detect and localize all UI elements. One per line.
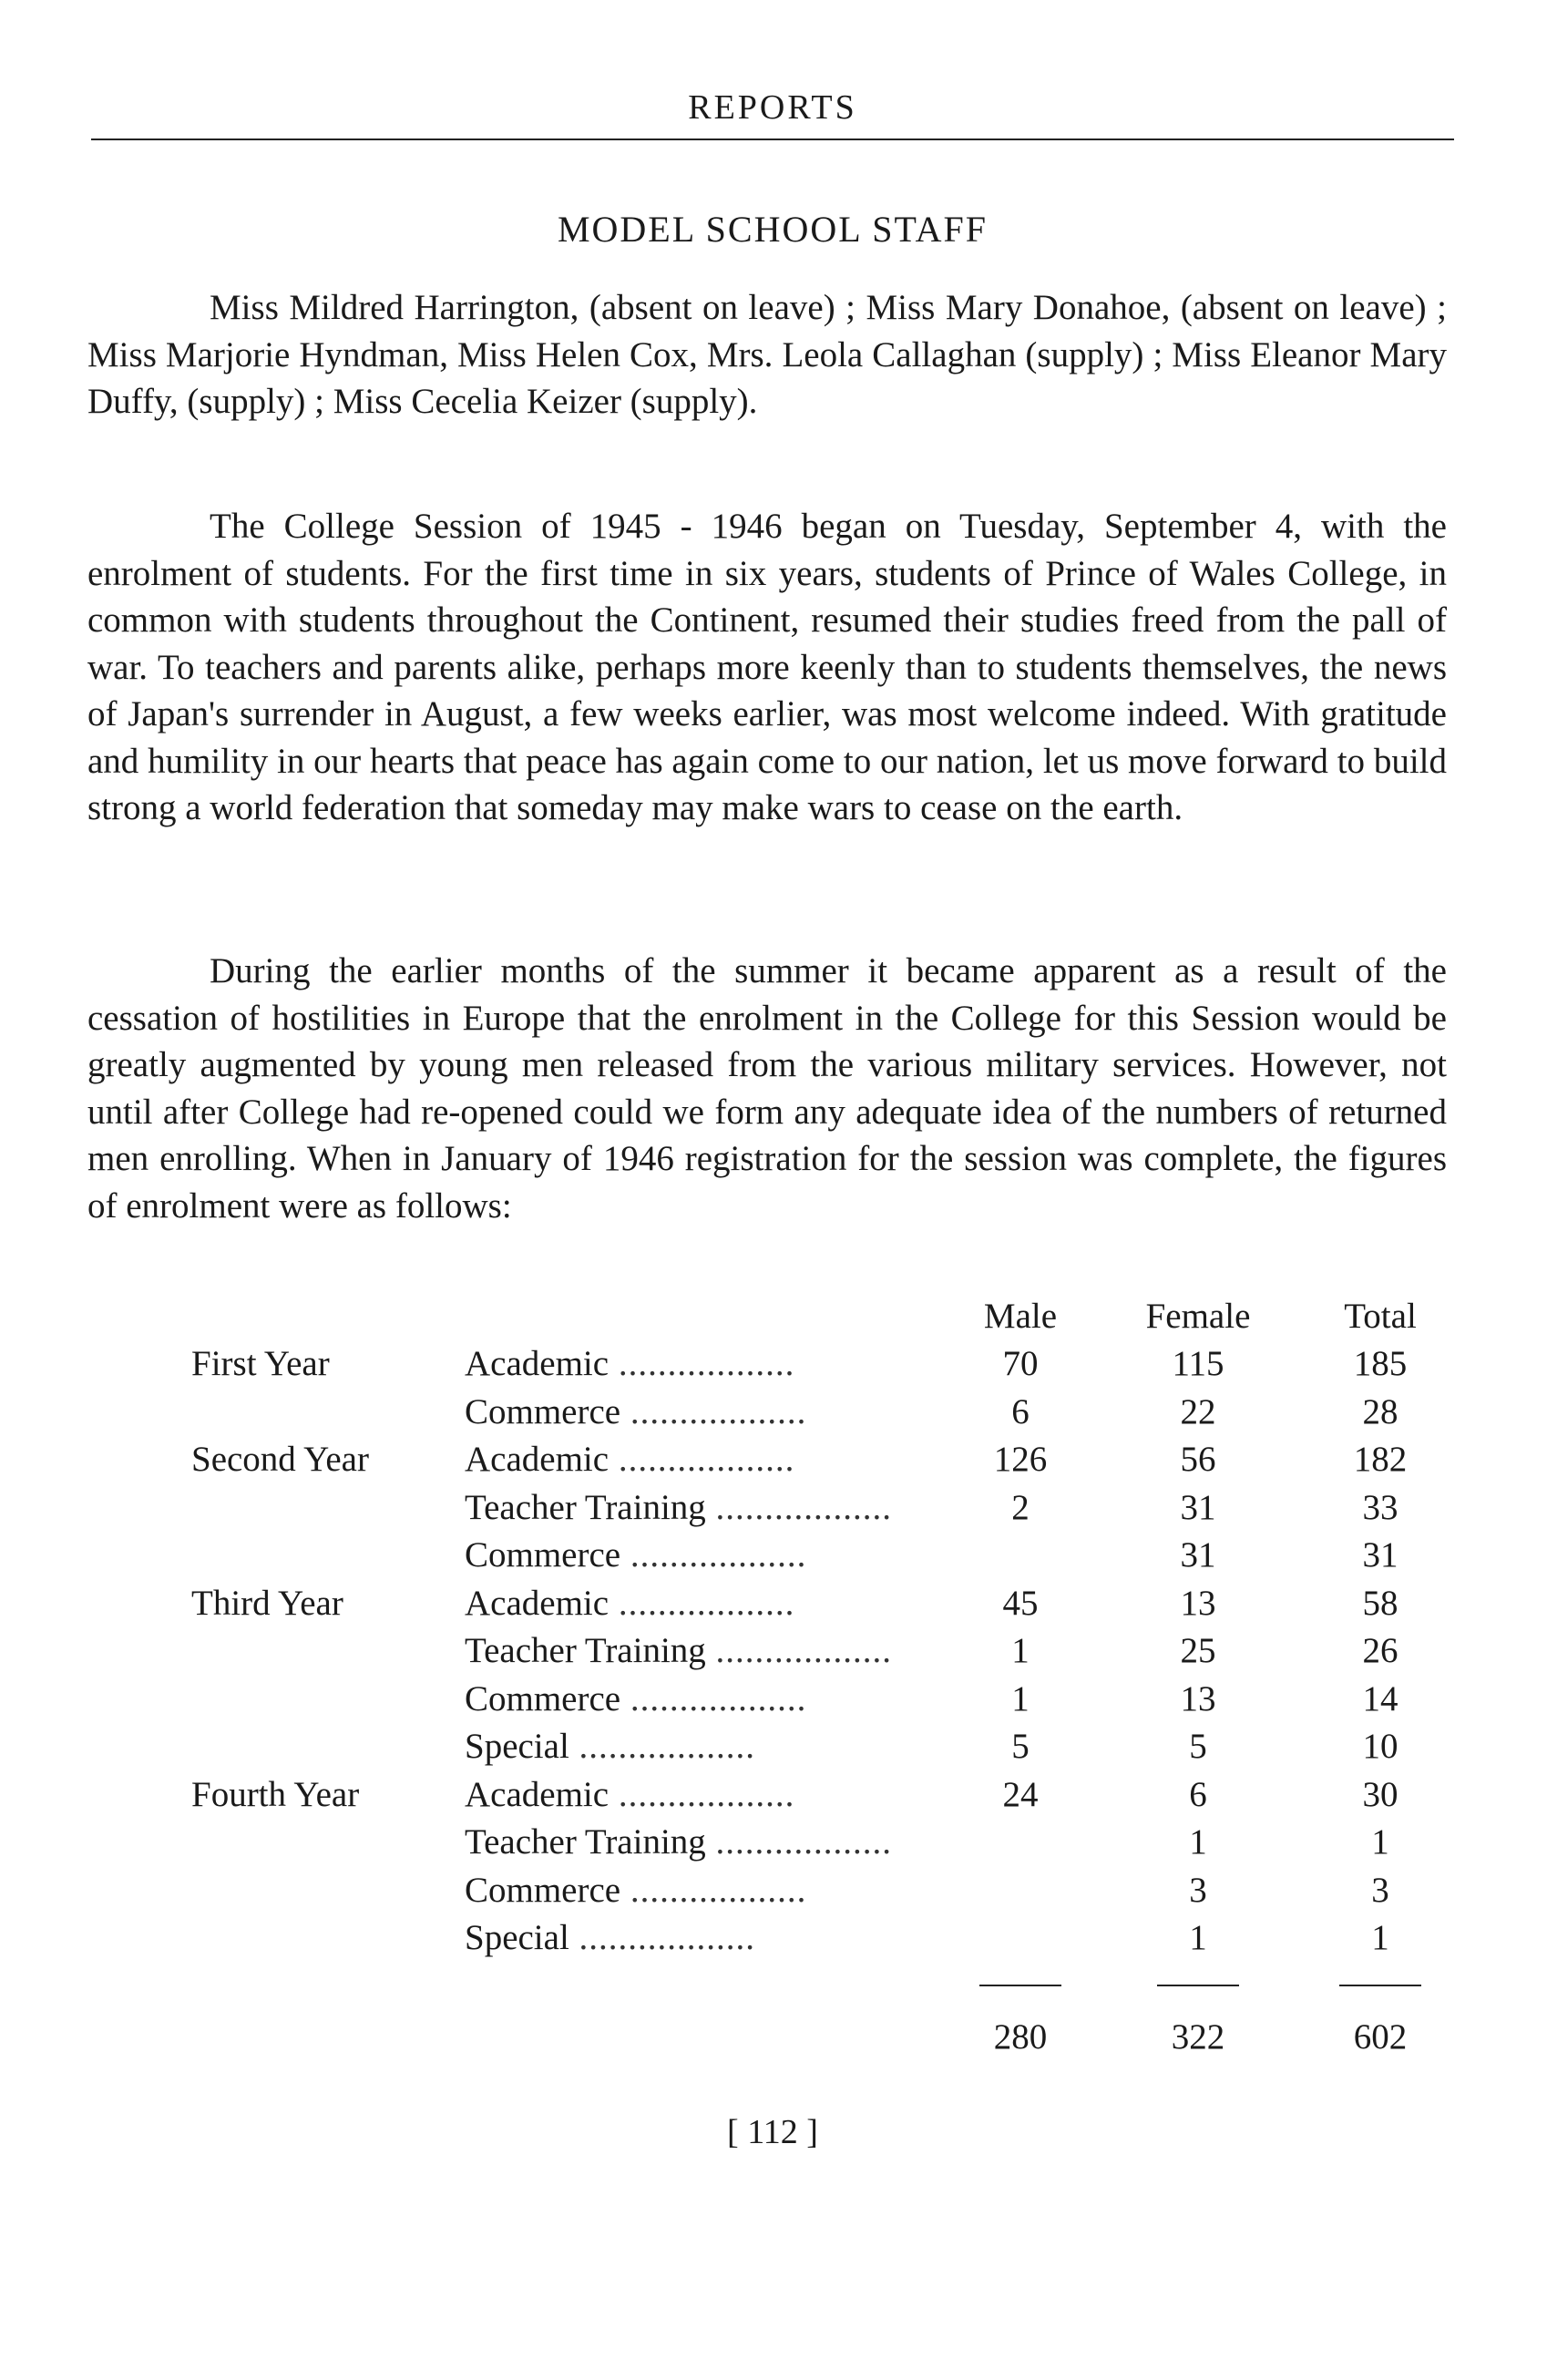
- female-cell: 5: [1189, 1727, 1207, 1767]
- male-cell: [938, 1532, 1102, 1580]
- program-label: Special: [465, 1727, 569, 1767]
- table-row: [191, 1914, 1467, 1963]
- enrolment-paragraph: During the earlier months of the summer it became apparent as a result of the cessation of hostilities in Europe that the enrolment in the College for this Session would be greatly augmented by young men released from the various military services. However, not until after College had re-opened could we form any adequate idea of the numbers of returned men enrolling. When in January of 1946 registration for the session was complete, the figures of enrolment were as follows:: [87, 951, 1447, 1226]
- program-label: Academic: [465, 1583, 610, 1623]
- female-cell: 25: [1180, 1631, 1216, 1671]
- program-header: [465, 1292, 938, 1340]
- program-label: Commerce: [465, 1870, 621, 1910]
- dot-leader: ..................: [609, 1344, 795, 1384]
- running-header: REPORTS: [688, 88, 857, 127]
- female-cell: 31: [1180, 1535, 1216, 1575]
- year-cell: Second Year: [191, 1440, 369, 1480]
- enrolment-table-body: [191, 1340, 1467, 1963]
- program-label: Commerce: [465, 1678, 621, 1718]
- program-cell: [465, 1675, 938, 1723]
- sum-rule-total: [1339, 1985, 1421, 1986]
- female-cell: 31: [1180, 1487, 1216, 1527]
- female-cell: 1: [1189, 1822, 1207, 1862]
- program-cell: [465, 1723, 938, 1771]
- dot-leader: ..................: [569, 1727, 756, 1767]
- table-row: [191, 1819, 1467, 1867]
- table-row: [191, 1723, 1467, 1771]
- section-title: MODEL SCHOOL STAFF: [557, 209, 989, 250]
- program-cell: [465, 1388, 938, 1436]
- total-cell: 26: [1362, 1631, 1398, 1671]
- dot-leader: ..................: [620, 1391, 807, 1431]
- table-row: [191, 1532, 1467, 1580]
- female-cell: 1: [1189, 1918, 1207, 1958]
- year-cell: [191, 1866, 465, 1914]
- program-cell: [465, 1436, 938, 1484]
- header-rule: [91, 138, 1454, 140]
- table-row: [191, 1627, 1467, 1676]
- dot-leader: ..................: [705, 1487, 893, 1527]
- table-row: [191, 1866, 1467, 1914]
- male-cell: 1: [1011, 1678, 1030, 1718]
- dot-leader: ..................: [609, 1774, 795, 1814]
- dot-leader: ..................: [705, 1631, 893, 1671]
- total-female: 322: [1171, 2017, 1225, 2057]
- total-cell: 58: [1362, 1583, 1398, 1623]
- female-cell: 6: [1189, 1774, 1207, 1814]
- program-cell: [465, 1483, 938, 1532]
- year-cell: [191, 1388, 465, 1436]
- total-cell: 30: [1362, 1774, 1398, 1814]
- year-cell: First Year: [191, 1344, 330, 1384]
- male-header: Male: [983, 1296, 1058, 1336]
- table-row: [191, 1675, 1467, 1723]
- table-row: [191, 1579, 1467, 1627]
- male-cell: 6: [1011, 1391, 1030, 1431]
- total-cell: 31: [1362, 1535, 1398, 1575]
- total-cell: 33: [1362, 1487, 1398, 1527]
- totals-row: [191, 2010, 1467, 2058]
- program-cell: [465, 1866, 938, 1914]
- program-label: Special: [465, 1918, 569, 1958]
- program-cell: [465, 1340, 938, 1389]
- male-cell: 45: [1002, 1583, 1039, 1623]
- male-cell: 70: [1002, 1344, 1039, 1384]
- program-cell: [465, 1532, 938, 1580]
- female-cell: 13: [1180, 1678, 1216, 1718]
- total-male: 280: [993, 2017, 1048, 2057]
- enrolment-table: [191, 1292, 1467, 2057]
- female-header: Female: [1145, 1296, 1251, 1336]
- total-cell: 3: [1371, 1870, 1389, 1910]
- total-cell: 28: [1362, 1391, 1398, 1431]
- male-cell: [938, 1866, 1102, 1914]
- dot-leader: ..................: [609, 1583, 795, 1623]
- total-cell: 14: [1362, 1678, 1398, 1718]
- program-cell: [465, 1770, 938, 1819]
- total-header: Total: [1344, 1296, 1417, 1336]
- program-label: Teacher Training: [465, 1822, 706, 1862]
- table-row: [191, 1340, 1467, 1389]
- program-cell: [465, 1627, 938, 1676]
- total-cell: 1: [1371, 1918, 1389, 1958]
- male-cell: 24: [1002, 1774, 1039, 1814]
- female-cell: 56: [1180, 1440, 1216, 1480]
- session-paragraph: The College Session of 1945 - 1946 began on Tuesday, September 4, with the enrolment of students. For the first time in six years, students of Prince of Wales College, in common with students throughout the Continent, resumed their studies freed from the pall of war. To teachers and parents alike, perhaps more keenly than to students themselves, the news of Japan's surrender in August, a few weeks earlier, was most welcome indeed. With gratitude and humility in our hearts that peace has again come to our nation, let us move forward to build strong a world federation that someday may make wars to cease on the earth.: [87, 507, 1447, 827]
- female-cell: 13: [1180, 1583, 1216, 1623]
- dot-leader: ..................: [705, 1822, 893, 1862]
- program-cell: [465, 1819, 938, 1867]
- year-cell: [191, 1914, 465, 1963]
- female-cell: 3: [1189, 1870, 1207, 1910]
- female-cell: 115: [1172, 1344, 1224, 1384]
- year-header: [191, 1292, 465, 1340]
- page-number: [ 112 ]: [727, 2113, 818, 2151]
- male-cell: 126: [993, 1440, 1048, 1480]
- dot-leader: ..................: [620, 1535, 807, 1575]
- dot-leader: ..................: [620, 1870, 807, 1910]
- table-row: [191, 1483, 1467, 1532]
- table-row: [191, 1770, 1467, 1819]
- male-cell: [938, 1914, 1102, 1963]
- dot-leader: ..................: [609, 1440, 795, 1480]
- dot-leader: ..................: [569, 1918, 756, 1958]
- staff-paragraph: Miss Mildred Harrington, (absent on leave) ; Miss Mary Donahoe, (absent on leave) ; Miss Marjorie Hyndman, Miss Helen Cox, Mrs. Leola Callaghan (supply) ; Miss Eleanor Mary Duffy, (supply) ; Miss Cecelia Keizer (supply).: [87, 288, 1447, 421]
- year-cell: [191, 1723, 465, 1771]
- male-cell: 5: [1011, 1727, 1030, 1767]
- total-cell: 10: [1362, 1727, 1398, 1767]
- table-row: [191, 1388, 1467, 1436]
- year-cell: Fourth Year: [191, 1774, 360, 1814]
- male-cell: 1: [1011, 1631, 1030, 1671]
- year-cell: [191, 1819, 465, 1867]
- year-cell: [191, 1675, 465, 1723]
- year-cell: Third Year: [191, 1583, 343, 1623]
- total-cell: 182: [1353, 1440, 1408, 1480]
- total-cell: 1: [1371, 1822, 1389, 1862]
- table-header-row: [191, 1292, 1467, 1340]
- sum-rule-female: [1157, 1985, 1239, 1986]
- sum-rule-male: [979, 1985, 1061, 1986]
- program-label: Commerce: [465, 1535, 621, 1575]
- sum-rule-row: [191, 1962, 1467, 2010]
- year-cell: [191, 1532, 465, 1580]
- program-label: Academic: [465, 1440, 610, 1480]
- program-label: Teacher Training: [465, 1631, 706, 1671]
- total-all: 602: [1353, 2017, 1408, 2057]
- year-cell: [191, 1483, 465, 1532]
- program-label: Academic: [465, 1344, 610, 1384]
- male-cell: [938, 1819, 1102, 1867]
- program-label: Commerce: [465, 1391, 621, 1431]
- program-cell: [465, 1579, 938, 1627]
- program-label: Teacher Training: [465, 1487, 706, 1527]
- table-row: [191, 1436, 1467, 1484]
- year-cell: [191, 1627, 465, 1676]
- program-label: Academic: [465, 1774, 610, 1814]
- female-cell: 22: [1180, 1391, 1216, 1431]
- dot-leader: ..................: [620, 1678, 807, 1718]
- male-cell: 2: [1011, 1487, 1030, 1527]
- program-cell: [465, 1914, 938, 1963]
- total-cell: 185: [1353, 1344, 1408, 1384]
